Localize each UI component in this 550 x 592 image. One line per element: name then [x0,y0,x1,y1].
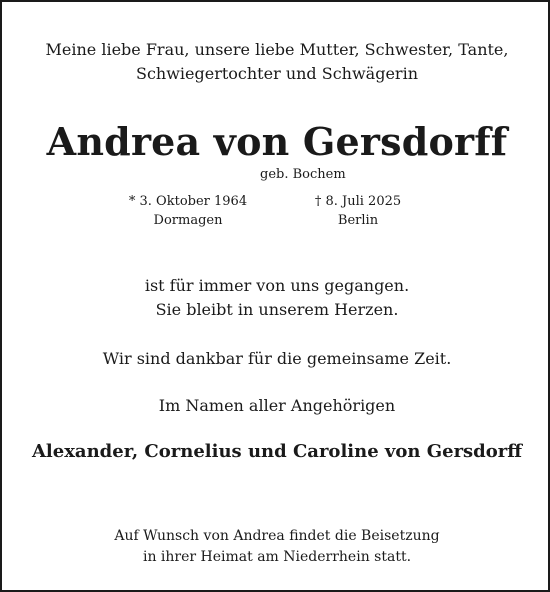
burial-note [2,526,550,568]
death-info [288,192,428,230]
intro-line-2: Schwiegertochter und Schwägerin [135,64,418,83]
death-date: † 8. Juli 2025 [314,194,402,209]
message-text [2,274,550,322]
birth-info [118,192,258,230]
death-place: Berlin [337,213,379,228]
intro-line-1: Meine liebe Frau, unsere liebe Mutter, Schwester, Tante, [45,40,509,59]
gratitude-text: Wir sind dankbar für die gemeinsame Zeit. [102,349,452,368]
maiden-name: geb. Bochem [260,167,346,182]
message-line-1: ist für immer von uns gegangen. [144,276,410,295]
birth-date: * 3. Oktober 1964 [128,194,248,209]
deceased-name: Andrea von Gersdorff [46,119,508,164]
burial-note-line-2: in ihrer Heimat am Niederrhein statt. [142,549,412,565]
intro-text [2,38,550,86]
on-behalf-text: Im Namen aller Angehörigen [158,396,396,415]
burial-note-line-1: Auf Wunsch von Andrea findet die Beisetzung [114,528,440,544]
signers-names: Alexander, Cornelius und Caroline von Gersdorff [31,441,523,462]
message-line-2: Sie bleibt in unserem Herzen. [155,300,399,319]
birth-place: Dormagen [153,213,223,228]
